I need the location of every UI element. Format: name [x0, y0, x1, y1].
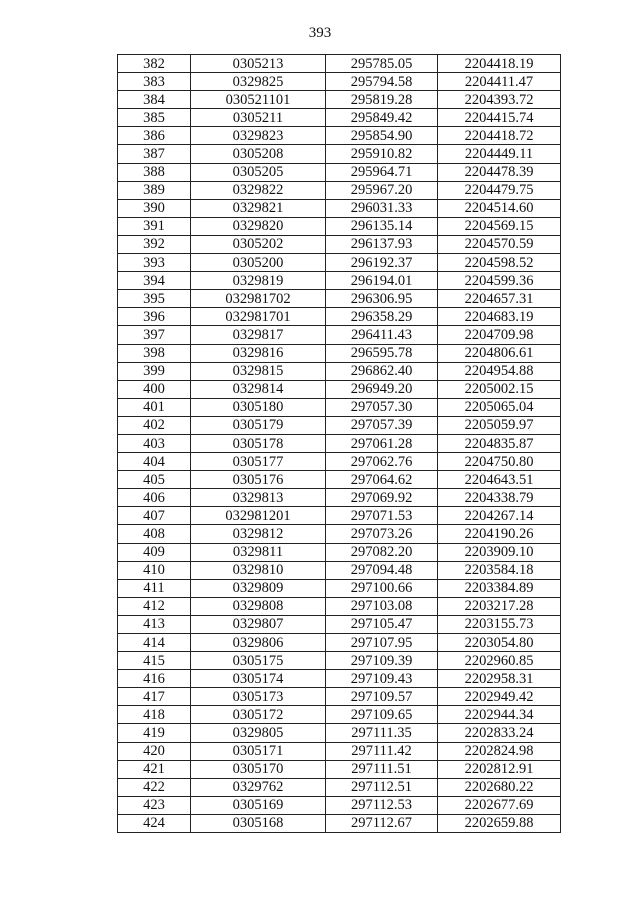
point-code-cell: 0329820 — [191, 217, 326, 235]
coordinates-table — [117, 54, 561, 833]
x-coordinate-cell: 296411.43 — [326, 326, 438, 344]
point-number-cell: 391 — [118, 217, 191, 235]
table-row — [118, 724, 561, 742]
table-row — [118, 290, 561, 308]
x-coordinate-cell: 297109.39 — [326, 652, 438, 670]
table-row — [118, 91, 561, 109]
y-coordinate-cell: 2204190.26 — [438, 525, 561, 543]
y-coordinate-cell: 2204418.72 — [438, 127, 561, 145]
x-coordinate-cell: 297112.51 — [326, 778, 438, 796]
y-coordinate-cell: 2204267.14 — [438, 507, 561, 525]
table-row — [118, 235, 561, 253]
table-row — [118, 615, 561, 633]
x-coordinate-cell: 296862.40 — [326, 362, 438, 380]
point-code-cell: 0329806 — [191, 634, 326, 652]
coordinates-table-body — [118, 55, 561, 833]
point-code-cell: 0329825 — [191, 73, 326, 91]
point-code-cell: 0305179 — [191, 416, 326, 434]
point-code-cell: 0305175 — [191, 652, 326, 670]
table-row — [118, 73, 561, 91]
table-row — [118, 489, 561, 507]
y-coordinate-cell: 2202958.31 — [438, 670, 561, 688]
table-row — [118, 543, 561, 561]
table-row — [118, 706, 561, 724]
x-coordinate-cell: 297103.08 — [326, 597, 438, 615]
x-coordinate-cell: 297069.92 — [326, 489, 438, 507]
x-coordinate-cell: 297057.39 — [326, 416, 438, 434]
point-number-cell: 422 — [118, 778, 191, 796]
y-coordinate-cell: 2203909.10 — [438, 543, 561, 561]
table-row — [118, 688, 561, 706]
y-coordinate-cell: 2204835.87 — [438, 434, 561, 452]
point-code-cell: 0329812 — [191, 525, 326, 543]
point-code-cell: 0305177 — [191, 453, 326, 471]
table-row — [118, 416, 561, 434]
point-number-cell: 417 — [118, 688, 191, 706]
point-code-cell: 032981702 — [191, 290, 326, 308]
point-code-cell: 0329814 — [191, 380, 326, 398]
x-coordinate-cell: 296192.37 — [326, 254, 438, 272]
y-coordinate-cell: 2202960.85 — [438, 652, 561, 670]
y-coordinate-cell: 2203584.18 — [438, 561, 561, 579]
x-coordinate-cell: 296306.95 — [326, 290, 438, 308]
x-coordinate-cell: 295910.82 — [326, 145, 438, 163]
table-row — [118, 796, 561, 814]
y-coordinate-cell: 2204418.19 — [438, 55, 561, 73]
point-code-cell: 0329810 — [191, 561, 326, 579]
x-coordinate-cell: 296595.78 — [326, 344, 438, 362]
x-coordinate-cell: 297109.65 — [326, 706, 438, 724]
x-coordinate-cell: 295794.58 — [326, 73, 438, 91]
y-coordinate-cell: 2204683.19 — [438, 308, 561, 326]
point-number-cell: 419 — [118, 724, 191, 742]
x-coordinate-cell: 295785.05 — [326, 55, 438, 73]
table-row — [118, 181, 561, 199]
point-number-cell: 395 — [118, 290, 191, 308]
x-coordinate-cell: 297112.53 — [326, 796, 438, 814]
point-code-cell: 0329762 — [191, 778, 326, 796]
table-row — [118, 634, 561, 652]
y-coordinate-cell: 2205059.97 — [438, 416, 561, 434]
point-number-cell: 416 — [118, 670, 191, 688]
y-coordinate-cell: 2204338.79 — [438, 489, 561, 507]
point-code-cell: 0305180 — [191, 398, 326, 416]
table-row — [118, 55, 561, 73]
y-coordinate-cell: 2204598.52 — [438, 254, 561, 272]
table-row — [118, 217, 561, 235]
y-coordinate-cell: 2204570.59 — [438, 235, 561, 253]
table-row — [118, 362, 561, 380]
point-code-cell: 0305200 — [191, 254, 326, 272]
y-coordinate-cell: 2205002.15 — [438, 380, 561, 398]
point-code-cell: 0329821 — [191, 199, 326, 217]
table-row — [118, 778, 561, 796]
x-coordinate-cell: 297111.51 — [326, 760, 438, 778]
y-coordinate-cell: 2204479.75 — [438, 181, 561, 199]
point-code-cell: 030521101 — [191, 91, 326, 109]
point-number-cell: 383 — [118, 73, 191, 91]
x-coordinate-cell: 297082.20 — [326, 543, 438, 561]
table-row — [118, 814, 561, 832]
y-coordinate-cell: 2204806.61 — [438, 344, 561, 362]
y-coordinate-cell: 2204415.74 — [438, 109, 561, 127]
point-code-cell: 0329815 — [191, 362, 326, 380]
x-coordinate-cell: 297111.42 — [326, 742, 438, 760]
table-row — [118, 670, 561, 688]
y-coordinate-cell: 2203054.80 — [438, 634, 561, 652]
y-coordinate-cell: 2204478.39 — [438, 163, 561, 181]
point-number-cell: 424 — [118, 814, 191, 832]
table-row — [118, 471, 561, 489]
x-coordinate-cell: 296949.20 — [326, 380, 438, 398]
point-number-cell: 388 — [118, 163, 191, 181]
table-row — [118, 308, 561, 326]
point-number-cell: 389 — [118, 181, 191, 199]
x-coordinate-cell: 297107.95 — [326, 634, 438, 652]
table-row — [118, 127, 561, 145]
table-row — [118, 272, 561, 290]
point-code-cell: 0305170 — [191, 760, 326, 778]
point-number-cell: 399 — [118, 362, 191, 380]
point-code-cell: 0305174 — [191, 670, 326, 688]
x-coordinate-cell: 295964.71 — [326, 163, 438, 181]
x-coordinate-cell: 297064.62 — [326, 471, 438, 489]
point-number-cell: 403 — [118, 434, 191, 452]
table-row — [118, 597, 561, 615]
x-coordinate-cell: 297062.76 — [326, 453, 438, 471]
y-coordinate-cell: 2204599.36 — [438, 272, 561, 290]
point-number-cell: 412 — [118, 597, 191, 615]
table-row — [118, 652, 561, 670]
point-number-cell: 414 — [118, 634, 191, 652]
point-code-cell: 0329813 — [191, 489, 326, 507]
point-number-cell: 387 — [118, 145, 191, 163]
point-code-cell: 0305176 — [191, 471, 326, 489]
point-number-cell: 397 — [118, 326, 191, 344]
table-row — [118, 525, 561, 543]
x-coordinate-cell: 297100.66 — [326, 579, 438, 597]
point-code-cell: 032981201 — [191, 507, 326, 525]
point-code-cell: 0329811 — [191, 543, 326, 561]
point-code-cell: 0305171 — [191, 742, 326, 760]
point-number-cell: 398 — [118, 344, 191, 362]
point-code-cell: 0329805 — [191, 724, 326, 742]
point-number-cell: 382 — [118, 55, 191, 73]
x-coordinate-cell: 297109.43 — [326, 670, 438, 688]
point-number-cell: 404 — [118, 453, 191, 471]
point-code-cell: 0305205 — [191, 163, 326, 181]
point-code-cell: 0305211 — [191, 109, 326, 127]
point-number-cell: 408 — [118, 525, 191, 543]
point-code-cell: 0305202 — [191, 235, 326, 253]
point-number-cell: 394 — [118, 272, 191, 290]
point-code-cell: 0305173 — [191, 688, 326, 706]
point-code-cell: 0329823 — [191, 127, 326, 145]
table-row — [118, 145, 561, 163]
point-number-cell: 413 — [118, 615, 191, 633]
y-coordinate-cell: 2204514.60 — [438, 199, 561, 217]
table-row — [118, 326, 561, 344]
point-number-cell: 385 — [118, 109, 191, 127]
point-number-cell: 396 — [118, 308, 191, 326]
y-coordinate-cell: 2202680.22 — [438, 778, 561, 796]
table-row — [118, 742, 561, 760]
y-coordinate-cell: 2204709.98 — [438, 326, 561, 344]
x-coordinate-cell: 295854.90 — [326, 127, 438, 145]
y-coordinate-cell: 2204954.88 — [438, 362, 561, 380]
point-number-cell: 386 — [118, 127, 191, 145]
table-row — [118, 561, 561, 579]
point-number-cell: 392 — [118, 235, 191, 253]
point-code-cell: 0305168 — [191, 814, 326, 832]
table-row — [118, 579, 561, 597]
y-coordinate-cell: 2204393.72 — [438, 91, 561, 109]
point-number-cell: 402 — [118, 416, 191, 434]
point-number-cell: 409 — [118, 543, 191, 561]
y-coordinate-cell: 2204449.11 — [438, 145, 561, 163]
x-coordinate-cell: 296137.93 — [326, 235, 438, 253]
table-row — [118, 398, 561, 416]
x-coordinate-cell: 297112.67 — [326, 814, 438, 832]
table-row — [118, 163, 561, 181]
point-code-cell: 0305213 — [191, 55, 326, 73]
y-coordinate-cell: 2204643.51 — [438, 471, 561, 489]
table-row — [118, 507, 561, 525]
point-number-cell: 390 — [118, 199, 191, 217]
x-coordinate-cell: 295849.42 — [326, 109, 438, 127]
point-number-cell: 415 — [118, 652, 191, 670]
y-coordinate-cell: 2204657.31 — [438, 290, 561, 308]
table-row — [118, 453, 561, 471]
x-coordinate-cell: 297094.48 — [326, 561, 438, 579]
y-coordinate-cell: 2202824.98 — [438, 742, 561, 760]
page-number: 393 — [308, 25, 332, 41]
point-code-cell: 0329817 — [191, 326, 326, 344]
table-row — [118, 434, 561, 452]
point-code-cell: 0305172 — [191, 706, 326, 724]
point-number-cell: 423 — [118, 796, 191, 814]
point-number-cell: 401 — [118, 398, 191, 416]
table-row — [118, 344, 561, 362]
point-code-cell: 0305169 — [191, 796, 326, 814]
point-number-cell: 406 — [118, 489, 191, 507]
point-number-cell: 405 — [118, 471, 191, 489]
point-code-cell: 032981701 — [191, 308, 326, 326]
x-coordinate-cell: 297061.28 — [326, 434, 438, 452]
x-coordinate-cell: 296358.29 — [326, 308, 438, 326]
point-number-cell: 407 — [118, 507, 191, 525]
x-coordinate-cell: 295819.28 — [326, 91, 438, 109]
point-code-cell: 0305208 — [191, 145, 326, 163]
point-number-cell: 418 — [118, 706, 191, 724]
point-code-cell: 0329808 — [191, 597, 326, 615]
point-number-cell: 420 — [118, 742, 191, 760]
point-number-cell: 384 — [118, 91, 191, 109]
point-code-cell: 0329822 — [191, 181, 326, 199]
y-coordinate-cell: 2204411.47 — [438, 73, 561, 91]
table-row — [118, 254, 561, 272]
point-code-cell: 0329819 — [191, 272, 326, 290]
point-code-cell: 0305178 — [191, 434, 326, 452]
y-coordinate-cell: 2204750.80 — [438, 453, 561, 471]
y-coordinate-cell: 2202812.91 — [438, 760, 561, 778]
y-coordinate-cell: 2202659.88 — [438, 814, 561, 832]
y-coordinate-cell: 2203217.28 — [438, 597, 561, 615]
x-coordinate-cell: 297073.26 — [326, 525, 438, 543]
y-coordinate-cell: 2202677.69 — [438, 796, 561, 814]
point-code-cell: 0329816 — [191, 344, 326, 362]
point-number-cell: 421 — [118, 760, 191, 778]
y-coordinate-cell: 2203155.73 — [438, 615, 561, 633]
table-row — [118, 380, 561, 398]
point-code-cell: 0329809 — [191, 579, 326, 597]
table-row — [118, 109, 561, 127]
y-coordinate-cell: 2202944.34 — [438, 706, 561, 724]
y-coordinate-cell: 2203384.89 — [438, 579, 561, 597]
x-coordinate-cell: 297057.30 — [326, 398, 438, 416]
point-number-cell: 400 — [118, 380, 191, 398]
table-row — [118, 760, 561, 778]
x-coordinate-cell: 296194.01 — [326, 272, 438, 290]
point-number-cell: 411 — [118, 579, 191, 597]
table-row — [118, 199, 561, 217]
point-number-cell: 410 — [118, 561, 191, 579]
x-coordinate-cell: 297111.35 — [326, 724, 438, 742]
y-coordinate-cell: 2204569.15 — [438, 217, 561, 235]
x-coordinate-cell: 296031.33 — [326, 199, 438, 217]
y-coordinate-cell: 2205065.04 — [438, 398, 561, 416]
y-coordinate-cell: 2202833.24 — [438, 724, 561, 742]
x-coordinate-cell: 297105.47 — [326, 615, 438, 633]
point-number-cell: 393 — [118, 254, 191, 272]
point-code-cell: 0329807 — [191, 615, 326, 633]
x-coordinate-cell: 295967.20 — [326, 181, 438, 199]
x-coordinate-cell: 296135.14 — [326, 217, 438, 235]
x-coordinate-cell: 297071.53 — [326, 507, 438, 525]
y-coordinate-cell: 2202949.42 — [438, 688, 561, 706]
x-coordinate-cell: 297109.57 — [326, 688, 438, 706]
